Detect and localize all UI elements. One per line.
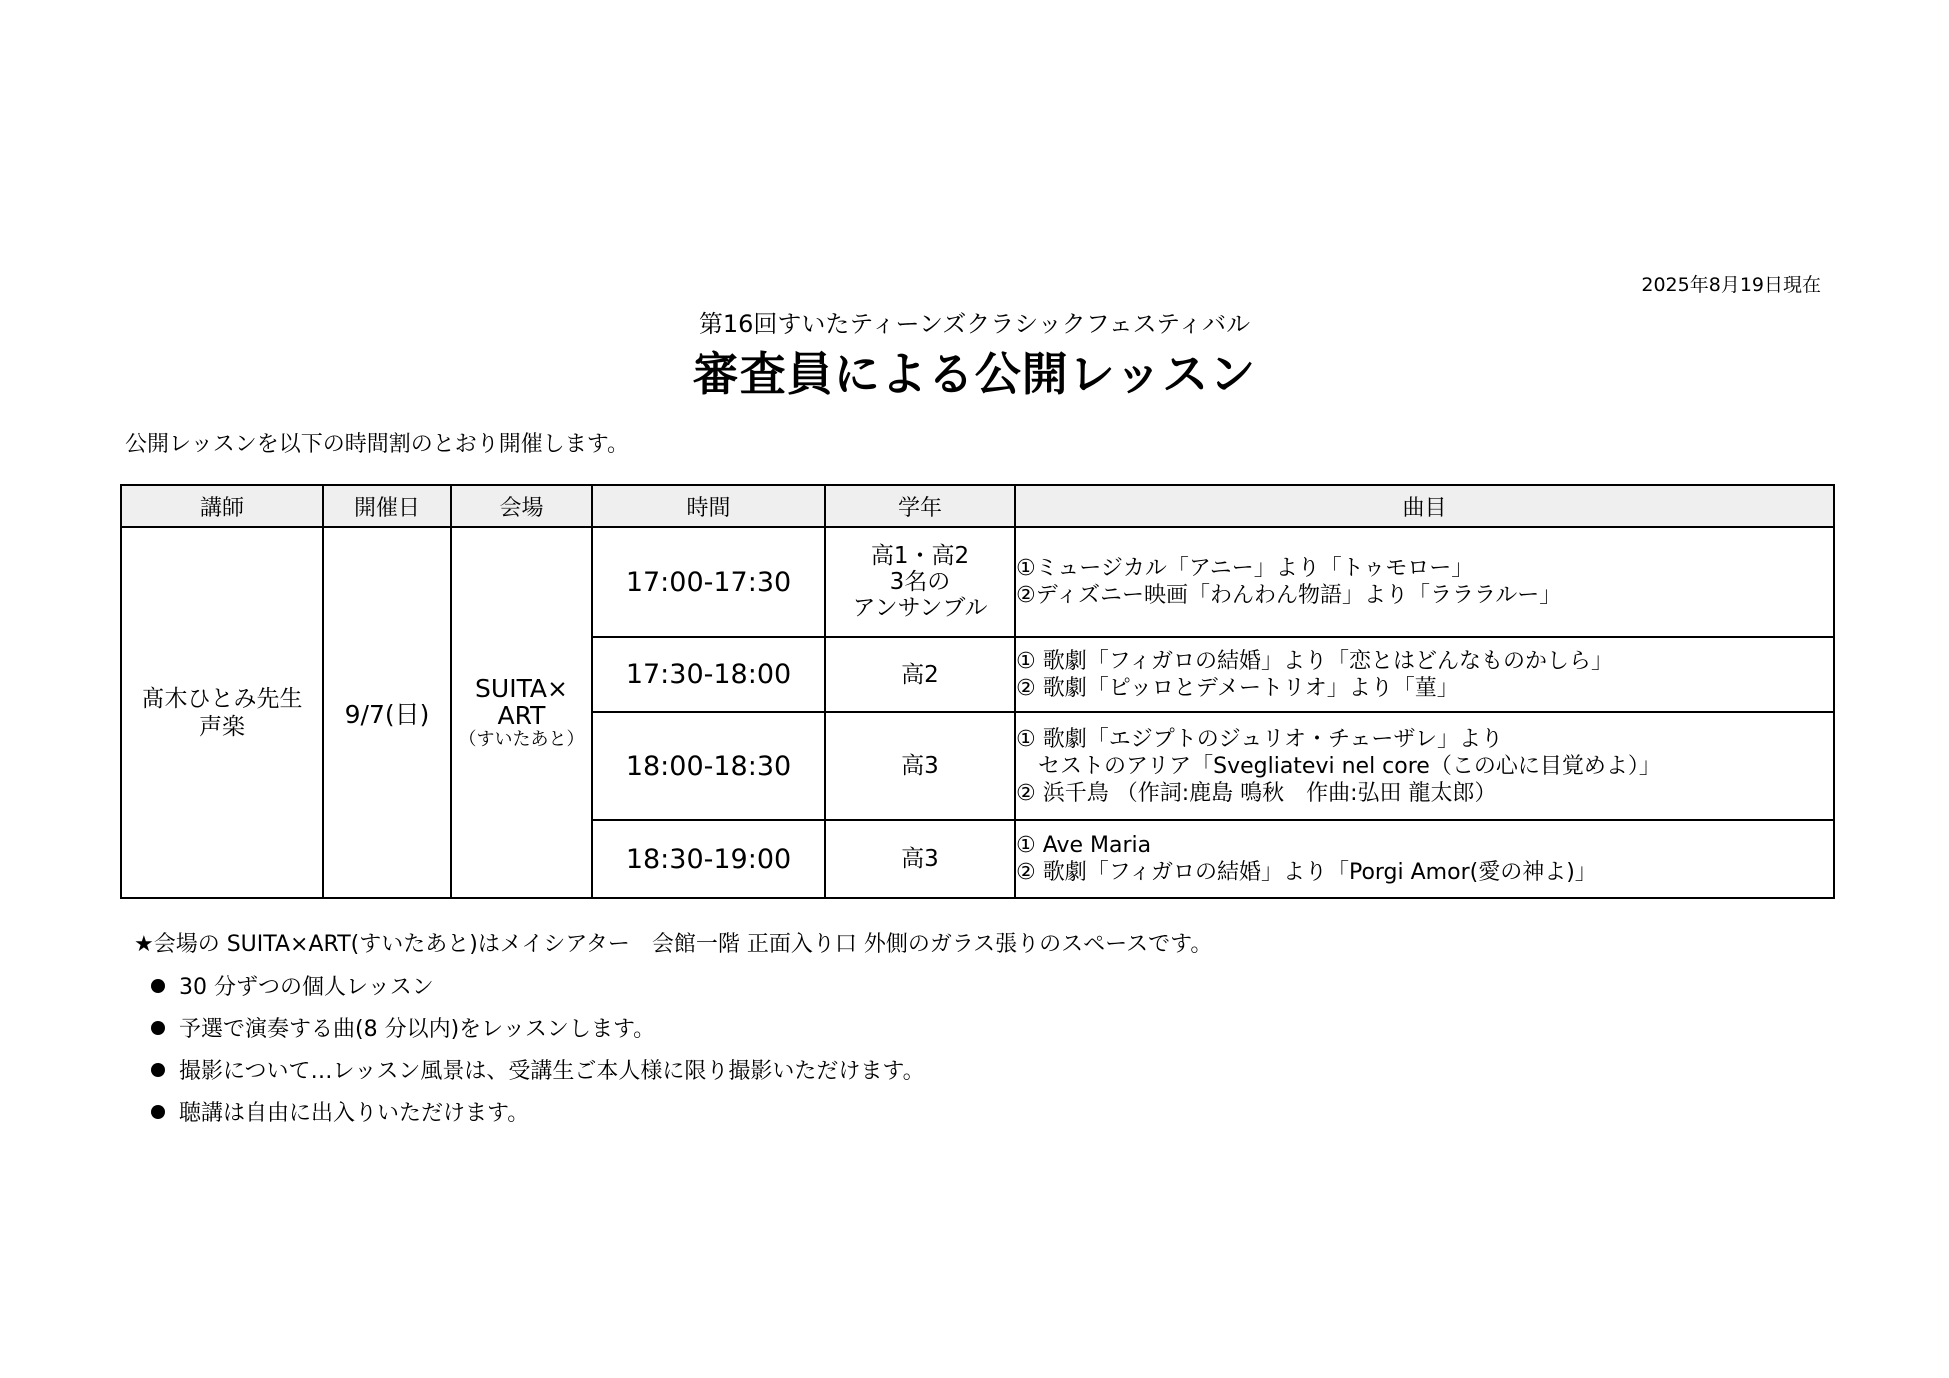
header-venue: 会場 [451, 485, 592, 527]
time-slot: 17:30-18:00 [592, 637, 825, 712]
piece-line: ② 歌劇「ピッロとデメートリオ」より「菫」 [1016, 675, 1459, 701]
header-grade: 学年 [825, 485, 1015, 527]
grade-line: 高3 [901, 753, 939, 779]
lesson-schedule-table [120, 484, 1835, 899]
grade-cell [825, 820, 1015, 898]
venue-name-line1: SUITA× [475, 673, 568, 703]
header-time: 時間 [592, 485, 825, 527]
page-title: 審査員による公開レッスン [692, 347, 1257, 401]
intro-text: 公開レッスンを以下の時間割のとおり開催します。 [125, 432, 630, 457]
note-item [151, 1054, 1212, 1085]
time-slot: 17:00-17:30 [592, 527, 825, 637]
pieces-cell [1015, 712, 1834, 820]
teacher-cell [121, 527, 323, 898]
piece-line: セストのアリア「Svegliatevi nel core（この心に目覚めよ）」 [1016, 753, 1661, 779]
grade-line: 3名の [889, 569, 951, 595]
header-date: 開催日 [323, 485, 451, 527]
grade-cell [825, 712, 1015, 820]
note-text: 予選で演奏する曲(8 分以内)をレッスンします。 [179, 1017, 656, 1042]
piece-line: ②ディズニー映画「わんわん物語」より「ラララルー」 [1016, 583, 1562, 608]
grade-cell [825, 527, 1015, 637]
header-teacher: 講師 [121, 485, 323, 527]
grade-line: 高2 [901, 661, 939, 688]
teacher-subject: 声楽 [199, 713, 245, 740]
grade-line: アンサンブル [852, 595, 988, 621]
pieces-cell [1015, 820, 1834, 898]
note-text: 撮影について…レッスン風景は、受講生ご本人様に限り撮影いただけます。 [179, 1059, 925, 1084]
note-item [151, 970, 1212, 1001]
teacher-name: 髙木ひとみ先生 [141, 685, 303, 712]
pieces-cell [1015, 527, 1834, 637]
time-slot: 18:00-18:30 [592, 712, 825, 820]
piece-line: ① 歌劇「フィガロの結婚」より「恋とはどんなものかしら」 [1016, 648, 1613, 674]
bullet-icon [151, 1105, 165, 1119]
table-row [121, 527, 1834, 637]
pieces-cell [1015, 637, 1834, 712]
venue-note: ★会場の SUITA×ART(すいたあと)はメイシアター 会館一階 正面入り口 外側のガラス張りのスペースです。 [134, 932, 1213, 957]
grade-cell [825, 637, 1015, 712]
venue-reading: （すいたあと） [458, 728, 585, 750]
lesson-date: 9/7(日) [323, 527, 451, 898]
bullet-icon [151, 979, 165, 993]
note-item [151, 1096, 1212, 1127]
venue-cell [451, 527, 592, 898]
bullet-icon [151, 1021, 165, 1035]
festival-subtitle: 第16回すいたティーンズクラシックフェスティバル [698, 310, 1251, 338]
notes-section [134, 927, 1212, 1138]
grade-line: 高3 [901, 846, 939, 872]
piece-line: ① Ave Maria [1016, 833, 1152, 858]
header-pieces: 曲目 [1015, 485, 1834, 527]
time-slot: 18:30-19:00 [592, 820, 825, 898]
piece-line: ② 浜千鳥 （作詞:鹿島 鳴秋 作曲:弘田 龍太郎） [1016, 780, 1497, 806]
as-of-date: 2025年8月19日現在 [1641, 274, 1821, 296]
note-text: 聴講は自由に出入りいただけます。 [179, 1101, 530, 1126]
note-item [151, 1012, 1212, 1043]
venue-name-line2: ART [497, 700, 546, 730]
piece-line: ①ミュージカル「アニー」より「トゥモロー」 [1016, 556, 1474, 581]
piece-line: ① 歌劇「エジプトのジュリオ・チェーザレ」より [1016, 726, 1503, 752]
grade-line: 高1・高2 [870, 543, 970, 569]
bullet-icon [151, 1063, 165, 1077]
table-header-row [121, 485, 1834, 527]
note-text: 30 分ずつの個人レッスン [179, 975, 434, 1000]
piece-line: ② 歌劇「フィガロの結婚」より「Porgi Amor(愛の神よ)」 [1016, 860, 1597, 885]
